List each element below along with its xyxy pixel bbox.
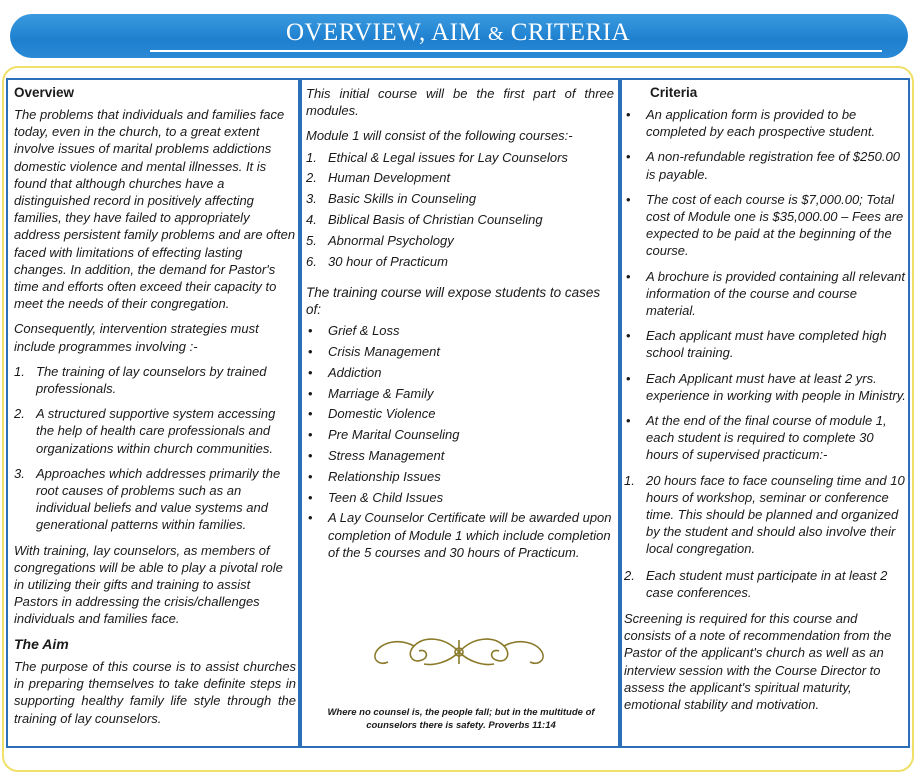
list-text: Crisis Management bbox=[328, 344, 440, 359]
list-text: Addiction bbox=[328, 364, 382, 380]
list-number: 2. bbox=[624, 567, 635, 583]
overview-heading: Overview bbox=[14, 85, 75, 100]
list-item bbox=[306, 405, 614, 422]
list-item bbox=[624, 148, 906, 182]
screening-text: Screening is required for this course and consists of a note of recommendation from the Pastor of the applicant's church as well as an interview session with the Course Director to assess the applicant's spiritual maturity, emotional stability and motivation. bbox=[624, 611, 892, 713]
list-item bbox=[306, 322, 614, 339]
criteria-list bbox=[624, 106, 906, 464]
bullet-icon: • bbox=[626, 191, 631, 207]
case-list bbox=[306, 322, 614, 561]
list-number: 3. bbox=[306, 191, 317, 207]
list-item bbox=[14, 465, 296, 534]
overview-consequently: Consequently, intervention strategies must include programmes involving :- bbox=[14, 321, 259, 354]
bullet-icon: • bbox=[308, 427, 313, 443]
list-number: 5. bbox=[306, 232, 317, 248]
list-item bbox=[14, 405, 296, 457]
list-text: The cost of each course is $7,000.00; Total cost of Module one is $35,000.00 – Fees are expected to be paid at the beginning of the course. bbox=[646, 191, 904, 259]
list-item bbox=[306, 211, 614, 228]
list-text: Each student must participate in at least 2 case conferences. bbox=[646, 567, 888, 600]
list-number: 2. bbox=[14, 406, 25, 422]
bullet-icon: • bbox=[308, 447, 313, 463]
banner-rule bbox=[150, 50, 882, 52]
list-text: The training of lay counselors by trained professionals. bbox=[36, 363, 267, 397]
modules-column bbox=[306, 85, 614, 565]
overview-column bbox=[14, 85, 296, 727]
list-item bbox=[306, 364, 614, 381]
expose-intro: The training course will expose students to cases of: bbox=[306, 284, 601, 317]
list-text: Basic Skills in Counseling bbox=[328, 191, 477, 207]
list-text: Marriage & Family bbox=[328, 385, 434, 401]
certificate-text: A Lay Counselor Certificate will be awarded upon completion of Module 1 which include completion of the 5 courses and 30 hours of Practicum. bbox=[328, 510, 612, 560]
list-text: An application form is provided to be completed by each prospective student. bbox=[646, 107, 876, 140]
list-item bbox=[306, 190, 614, 207]
list-text: Ethical & Legal issues for Lay Counselors bbox=[328, 149, 568, 165]
bullet-icon: • bbox=[626, 370, 631, 386]
course-list bbox=[306, 149, 614, 270]
list-item bbox=[306, 149, 614, 166]
list-text: Approaches which addresses primarily the root causes of problems such as an individual beliefs and value systems and generational patterns within families. bbox=[36, 465, 281, 533]
list-item bbox=[624, 191, 906, 260]
list-text: A non-refundable registration fee of $250.00 is payable. bbox=[646, 149, 900, 182]
list-item bbox=[624, 472, 906, 558]
list-item bbox=[624, 327, 906, 361]
list-text: Grief & Loss bbox=[328, 323, 400, 339]
bullet-icon: • bbox=[626, 328, 631, 344]
bullet-icon: • bbox=[308, 385, 313, 401]
list-number: 1. bbox=[624, 472, 635, 488]
list-number: 6. bbox=[306, 253, 317, 269]
list-text: Each Applicant must have at least 2 yrs. experience in working with people in Ministry. bbox=[646, 370, 906, 403]
aim-heading: The Aim bbox=[14, 635, 69, 652]
list-item bbox=[306, 468, 614, 485]
list-text: 20 hours face to face counseling time and 10 hours of workshop, seminar or conference time. This should be planned and organized by the student and should also involve their local congregation. bbox=[646, 472, 905, 557]
list-text: Domestic Violence bbox=[328, 406, 436, 422]
list-item bbox=[306, 232, 614, 249]
list-item bbox=[624, 106, 906, 140]
criteria-heading: Criteria bbox=[650, 85, 698, 100]
list-number: 2. bbox=[306, 170, 317, 186]
bullet-icon: • bbox=[308, 344, 313, 359]
list-text: Stress Management bbox=[328, 447, 445, 463]
bullet-icon: • bbox=[626, 268, 631, 284]
list-number: 1. bbox=[306, 149, 317, 165]
overview-intro: The problems that individuals and families face today, even in the church, to a great extent involve issues of marital problems addictions domestic violence and mental illnesses. It is found that although churches have a distinguished record in positively affecting families, they have failed to appropriately address persistent family problems and are often faced with limitations of effecting lasting changes. In addition, the demand for Pastor's time and efforts often exceed their capacity to meet the needs of their congregation. bbox=[14, 107, 296, 312]
list-item bbox=[306, 489, 614, 506]
bullet-icon: • bbox=[626, 107, 631, 122]
list-text: A structured supportive system accessing the help of health care professionals and organizations within church communities. bbox=[36, 406, 276, 456]
list-item bbox=[624, 412, 906, 464]
bullet-icon: • bbox=[308, 489, 313, 505]
list-item bbox=[306, 169, 614, 186]
list-text: Biblical Basis of Christian Counseling bbox=[328, 212, 543, 227]
bullet-icon: • bbox=[308, 468, 313, 484]
list-text: Each applicant must have completed high school training. bbox=[646, 328, 887, 361]
list-text: Teen & Child Issues bbox=[328, 489, 444, 505]
practicum-list bbox=[624, 472, 906, 601]
list-item bbox=[14, 363, 296, 397]
bullet-icon: • bbox=[308, 323, 313, 339]
modules-intro: This initial course will be the first part of three modules. bbox=[306, 86, 614, 119]
list-item bbox=[624, 268, 906, 320]
bullet-icon: • bbox=[626, 149, 631, 165]
bullet-icon: • bbox=[308, 406, 313, 422]
overview-list bbox=[14, 363, 296, 534]
aim-text: The purpose of this course is to assist churches in preparing themselves to take definite steps in supporting healthy family life style through the training of lay counselors. bbox=[14, 658, 296, 726]
criteria-column bbox=[624, 85, 906, 713]
list-text: Human Development bbox=[328, 170, 451, 186]
title-main: OVERVIEW, AIM bbox=[285, 19, 488, 46]
list-item bbox=[624, 567, 906, 601]
list-item bbox=[306, 426, 614, 443]
module1-intro: Module 1 will consist of the following courses:- bbox=[306, 128, 573, 144]
list-item bbox=[306, 385, 614, 402]
list-text: Abnormal Psychology bbox=[328, 232, 454, 248]
title-end: CRITERIA bbox=[504, 19, 631, 46]
bullet-icon: • bbox=[308, 510, 313, 526]
title-amp: & bbox=[487, 23, 504, 45]
list-number: 1. bbox=[14, 363, 25, 379]
list-item bbox=[624, 370, 906, 404]
list-text: Pre Marital Counseling bbox=[328, 427, 460, 443]
scroll-ornament-icon bbox=[364, 632, 554, 672]
list-text: 30 hour of Practicum bbox=[328, 253, 448, 269]
list-item bbox=[306, 447, 614, 464]
list-text: Relationship Issues bbox=[328, 468, 441, 484]
list-number: 3. bbox=[14, 465, 25, 481]
overview-training: With training, lay counselors, as members of congregations will be able to play a pivotal role in utilizing their gifts and training to assist Pastors in addressing the crisis/challenges individuals and families face. bbox=[14, 542, 283, 627]
proverbs-verse: Where no counsel is, the people fall; but in the multitude of counselors there is safety. Proverbs 11:14 bbox=[327, 707, 595, 731]
list-number: 4. bbox=[306, 212, 317, 227]
list-item bbox=[306, 343, 614, 360]
list-item bbox=[306, 509, 614, 561]
list-item bbox=[306, 253, 614, 270]
bullet-icon: • bbox=[626, 413, 631, 429]
list-text: At the end of the final course of module 1, each student is required to complete 30 hours of supervised practicum:- bbox=[646, 413, 887, 463]
bullet-icon: • bbox=[308, 364, 313, 380]
page-title bbox=[0, 19, 916, 47]
list-text: A brochure is provided containing all relevant information of the course and course material. bbox=[646, 268, 905, 319]
